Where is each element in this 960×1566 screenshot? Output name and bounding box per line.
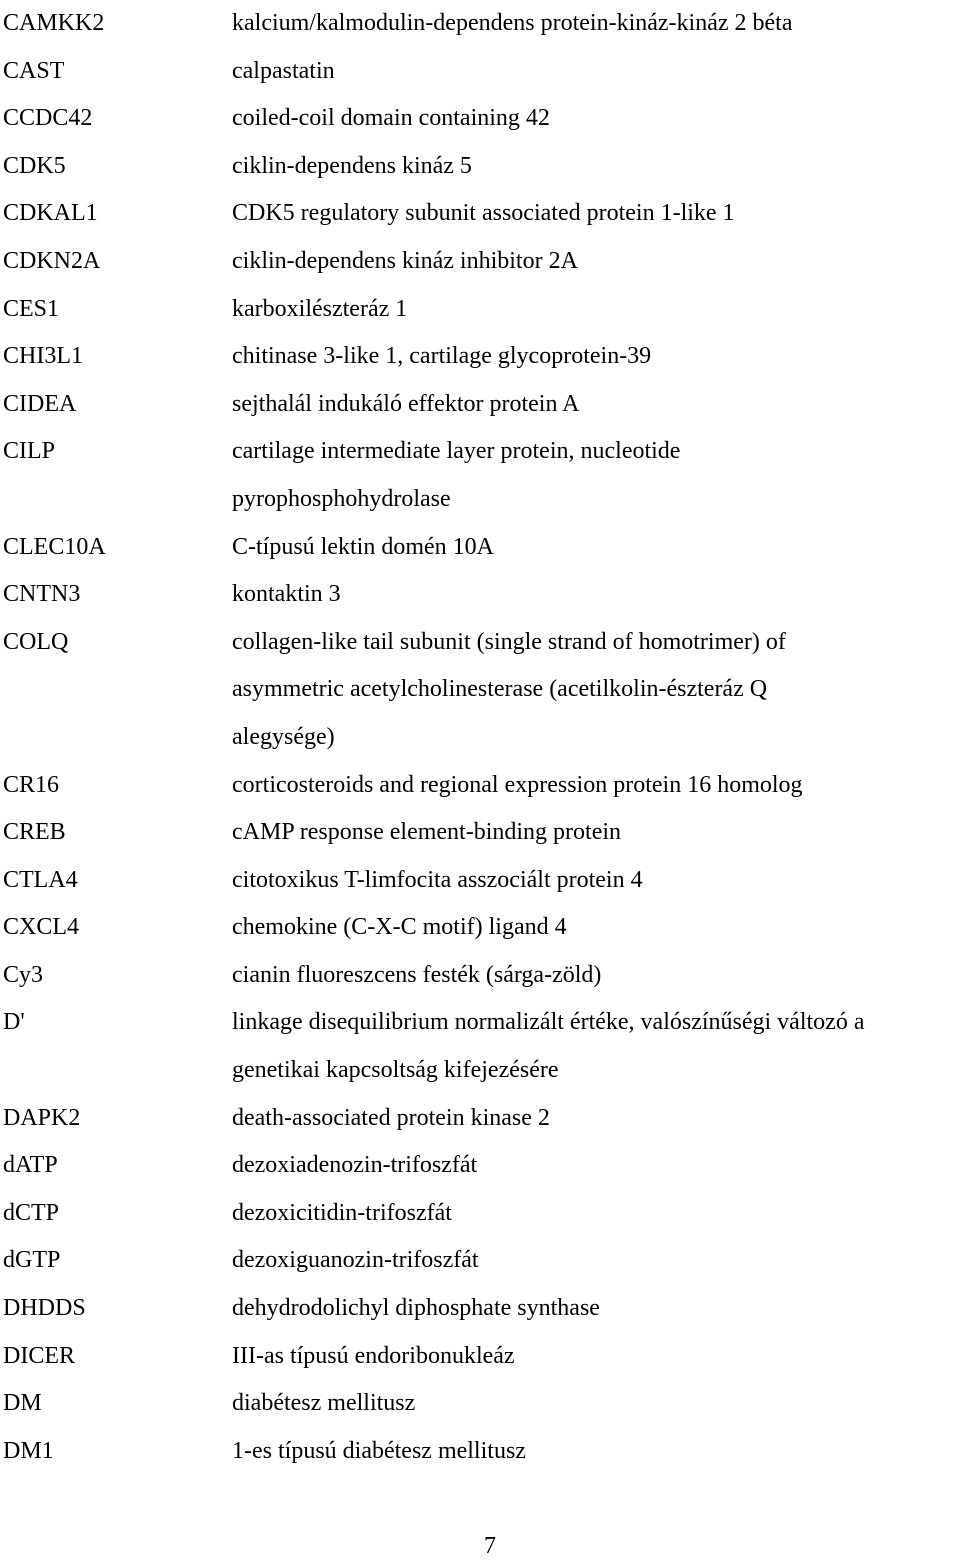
abbreviation-definition: calpastatin	[232, 57, 335, 84]
abbreviation-definition: diabétesz mellitusz	[232, 1390, 416, 1417]
abbreviation-definition: kalcium/kalmodulin-dependens protein-kináz-kináz 2 béta	[232, 10, 793, 36]
abbreviation-term: D'	[3, 1009, 25, 1036]
abbreviation-term: DHDDS	[3, 1295, 86, 1322]
abbreviation-definition: dezoxiguanozin-trifoszfát	[232, 1247, 479, 1274]
abbreviation-row	[0, 1237, 960, 1285]
abbreviation-row	[0, 95, 960, 143]
abbreviation-term: CNTN3	[3, 581, 81, 608]
abbreviation-row	[0, 1095, 960, 1143]
abbreviation-row	[0, 952, 960, 1000]
abbreviation-row	[0, 1333, 960, 1381]
abbreviation-row	[0, 143, 960, 191]
abbreviation-definition: kontaktin 3	[232, 581, 341, 608]
abbreviation-term: CXCL4	[3, 914, 80, 941]
abbreviation-definition: cianin fluoreszcens festék (sárga-zöld)	[232, 961, 602, 988]
abbreviation-row	[0, 999, 960, 1094]
abbreviation-row	[0, 286, 960, 334]
abbreviation-term: CDKAL1	[3, 200, 98, 227]
abbreviation-term: CAMKK2	[3, 10, 105, 36]
abbreviation-term: dCTP	[3, 1199, 60, 1226]
abbreviation-definition: corticosteroids and regional expression protein 16 homolog	[232, 771, 803, 798]
abbreviation-row	[0, 0, 960, 48]
abbreviation-row	[0, 619, 960, 762]
abbreviation-row	[0, 48, 960, 96]
page-number: 7	[484, 1533, 496, 1559]
abbreviation-definition: citotoxikus T-limfocita asszociált protein 4	[232, 866, 643, 893]
abbreviation-definition: C-típusú lektin domén 10A	[232, 533, 494, 560]
abbreviation-term: CLEC10A	[3, 533, 106, 560]
abbreviation-row	[0, 762, 960, 810]
abbreviation-term: dGTP	[3, 1247, 61, 1274]
abbreviation-definition: dezoxiadenozin-trifoszfát	[232, 1152, 478, 1179]
abbreviation-definition: 1-es típusú diabétesz mellitusz	[232, 1437, 526, 1464]
abbreviation-row	[0, 238, 960, 286]
abbreviation-definition: collagen-like tail subunit (single strand of homotrimer) of asymmetric acetylcholinesterase (acetilkolin-észteráz Q alegysége)	[232, 628, 786, 750]
abbreviation-row	[0, 1428, 960, 1476]
abbreviation-row	[0, 381, 960, 429]
abbreviation-definition: III-as típusú endoribonukleáz	[232, 1342, 515, 1369]
abbreviation-term: CTLA4	[3, 866, 78, 893]
abbreviation-term: dATP	[3, 1152, 58, 1179]
abbreviation-definition: ciklin-dependens kináz inhibitor 2A	[232, 247, 578, 274]
abbreviation-term: CHI3L1	[3, 343, 83, 370]
abbreviation-term: CREB	[3, 819, 66, 846]
abbreviation-row	[0, 1285, 960, 1333]
abbreviation-definition: dezoxicitidin-trifoszfát	[232, 1199, 452, 1226]
abbreviation-row	[0, 1142, 960, 1190]
abbreviation-row	[0, 857, 960, 905]
abbreviation-row	[0, 190, 960, 238]
abbreviation-definition: sejthalál indukáló effektor protein A	[232, 390, 580, 417]
abbreviation-term: CCDC42	[3, 105, 93, 132]
abbreviation-row	[0, 1380, 960, 1428]
abbreviation-term: CR16	[3, 771, 60, 798]
abbreviation-definition: karboxilészteráz 1	[232, 295, 408, 322]
abbreviation-term: Cy3	[3, 961, 44, 988]
abbreviation-row	[0, 428, 960, 523]
abbreviation-term: DM	[3, 1390, 42, 1417]
abbreviation-definition: death-associated protein kinase 2	[232, 1104, 550, 1131]
abbreviation-term: CDKN2A	[3, 247, 101, 274]
abbreviation-row	[0, 571, 960, 619]
abbreviation-term: DAPK2	[3, 1104, 81, 1131]
abbreviation-term: CES1	[3, 295, 60, 322]
abbreviation-term: CIDEA	[3, 390, 77, 417]
abbreviation-row	[0, 524, 960, 572]
abbreviation-term: DM1	[3, 1437, 54, 1464]
abbreviation-definition: chitinase 3-like 1, cartilage glycoprotein-39	[232, 343, 652, 370]
abbreviation-term: CILP	[3, 438, 56, 465]
abbreviation-term: COLQ	[3, 628, 69, 655]
abbreviation-definition: CDK5 regulatory subunit associated protein 1-like 1	[232, 200, 735, 227]
abbreviation-definition: coiled-coil domain containing 42	[232, 105, 550, 132]
abbreviation-term: CDK5	[3, 152, 66, 179]
abbreviation-definition: linkage disequilibrium normalizált értéke, valószínűségi változó a genetikai kapcsoltság kifejezésére	[232, 1009, 865, 1084]
abbreviation-definition: cAMP response element-binding protein	[232, 819, 622, 846]
abbreviation-definition: dehydrodolichyl diphosphate synthase	[232, 1295, 600, 1322]
abbreviation-definition: ciklin-dependens kináz 5	[232, 152, 472, 179]
abbreviation-row	[0, 1190, 960, 1238]
abbreviation-row	[0, 333, 960, 381]
abbreviation-row	[0, 809, 960, 857]
abbreviation-definition: chemokine (C-X-C motif) ligand 4	[232, 914, 567, 941]
abbreviation-row	[0, 904, 960, 952]
abbreviation-definition: cartilage intermediate layer protein, nucleotide pyrophosphohydrolase	[232, 438, 681, 512]
abbreviation-term: CAST	[3, 57, 65, 84]
abbreviation-term: DICER	[3, 1342, 75, 1369]
